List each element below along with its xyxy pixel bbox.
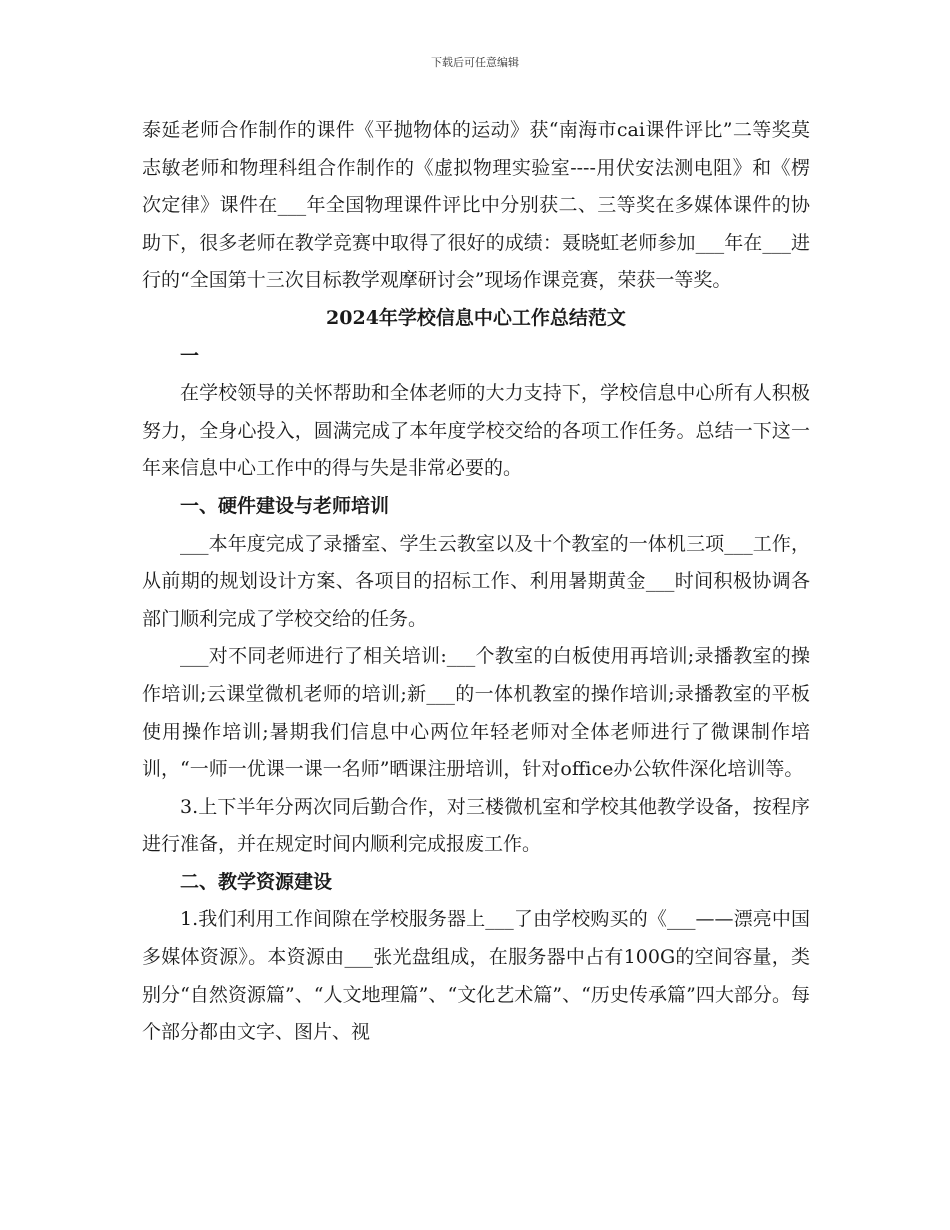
intro-paragraph: 泰延老师合作制作的课件《平抛物体的运动》获“南海市cai课件评比”二等奖莫志敏老师和物理科组合作制作的《虚拟物理实验室----用伏安法测电阻》和《楞次定律》课件在___年全国物理课件评比中分别获二、三等奖在多媒体课件的协助下，很多老师在教学竞赛中取得了很好的成绩：聂晓虹老师参加___年在___进行的“全国第十三次目标教学观摩研讨会”现场作课竞赛，荣获一等奖。: [142, 119, 810, 292]
section1-paragraph-2: ___对不同老师进行了相关培训:___个教室的白板使用再培训;录播教室的操作培训;云课堂微机老师的培训;新___的一体机教室的操作培训;录播教室的平板使用操作培训;暑期我们信息中心两位年轻老师对全体老师进行了微课制作培训，“一师一优课一课一名师”晒课注册培训，针对office办公软件深化培训等。: [142, 645, 810, 781]
section-marker: 一: [180, 344, 200, 367]
section1-paragraph-1: ___本年度完成了录播室、学生云教室以及十个教室的一体机三项___工作，从前期的规划设计方案、各项目的招标工作、利用暑期黄金___时间积极协调各部门顺利完成了学校交给的任务。: [142, 532, 810, 630]
opening-paragraph: 在学校领导的关怀帮助和全体老师的大力支持下，学校信息中心所有人积极努力，全身心投入，圆满完成了本年度学校交给的各项工作任务。总结一下这一年来信息中心工作中的得与失是非常必要的。: [142, 382, 810, 480]
document-title: 2024年学校信息中心工作总结范文: [326, 306, 626, 329]
section1-heading: 一、硬件建设与老师培训: [180, 494, 390, 517]
section2-heading: 二、教学资源建设: [180, 870, 333, 893]
section2-paragraph-1: 1.我们利用工作间隙在学校服务器上___了由学校购买的《___——漂亮中国多媒体资源》。本资源由___张光盘组成，在服务器中占有100G的空间容量，类别分“自然资源篇”、“人文地理篇”、“文化艺术篇”、“历史传承篇”四大部分。每个部分都由文字、图片、视: [142, 908, 810, 1044]
section1-paragraph-3: 3.上下半年分两次同后勤合作，对三楼微机室和学校其他教学设备，按程序进行准备，并在规定时间内顺利完成报废工作。: [142, 795, 810, 856]
document-body: [142, 112, 810, 1052]
page-header-note: 下载后可任意编辑: [431, 56, 519, 69]
